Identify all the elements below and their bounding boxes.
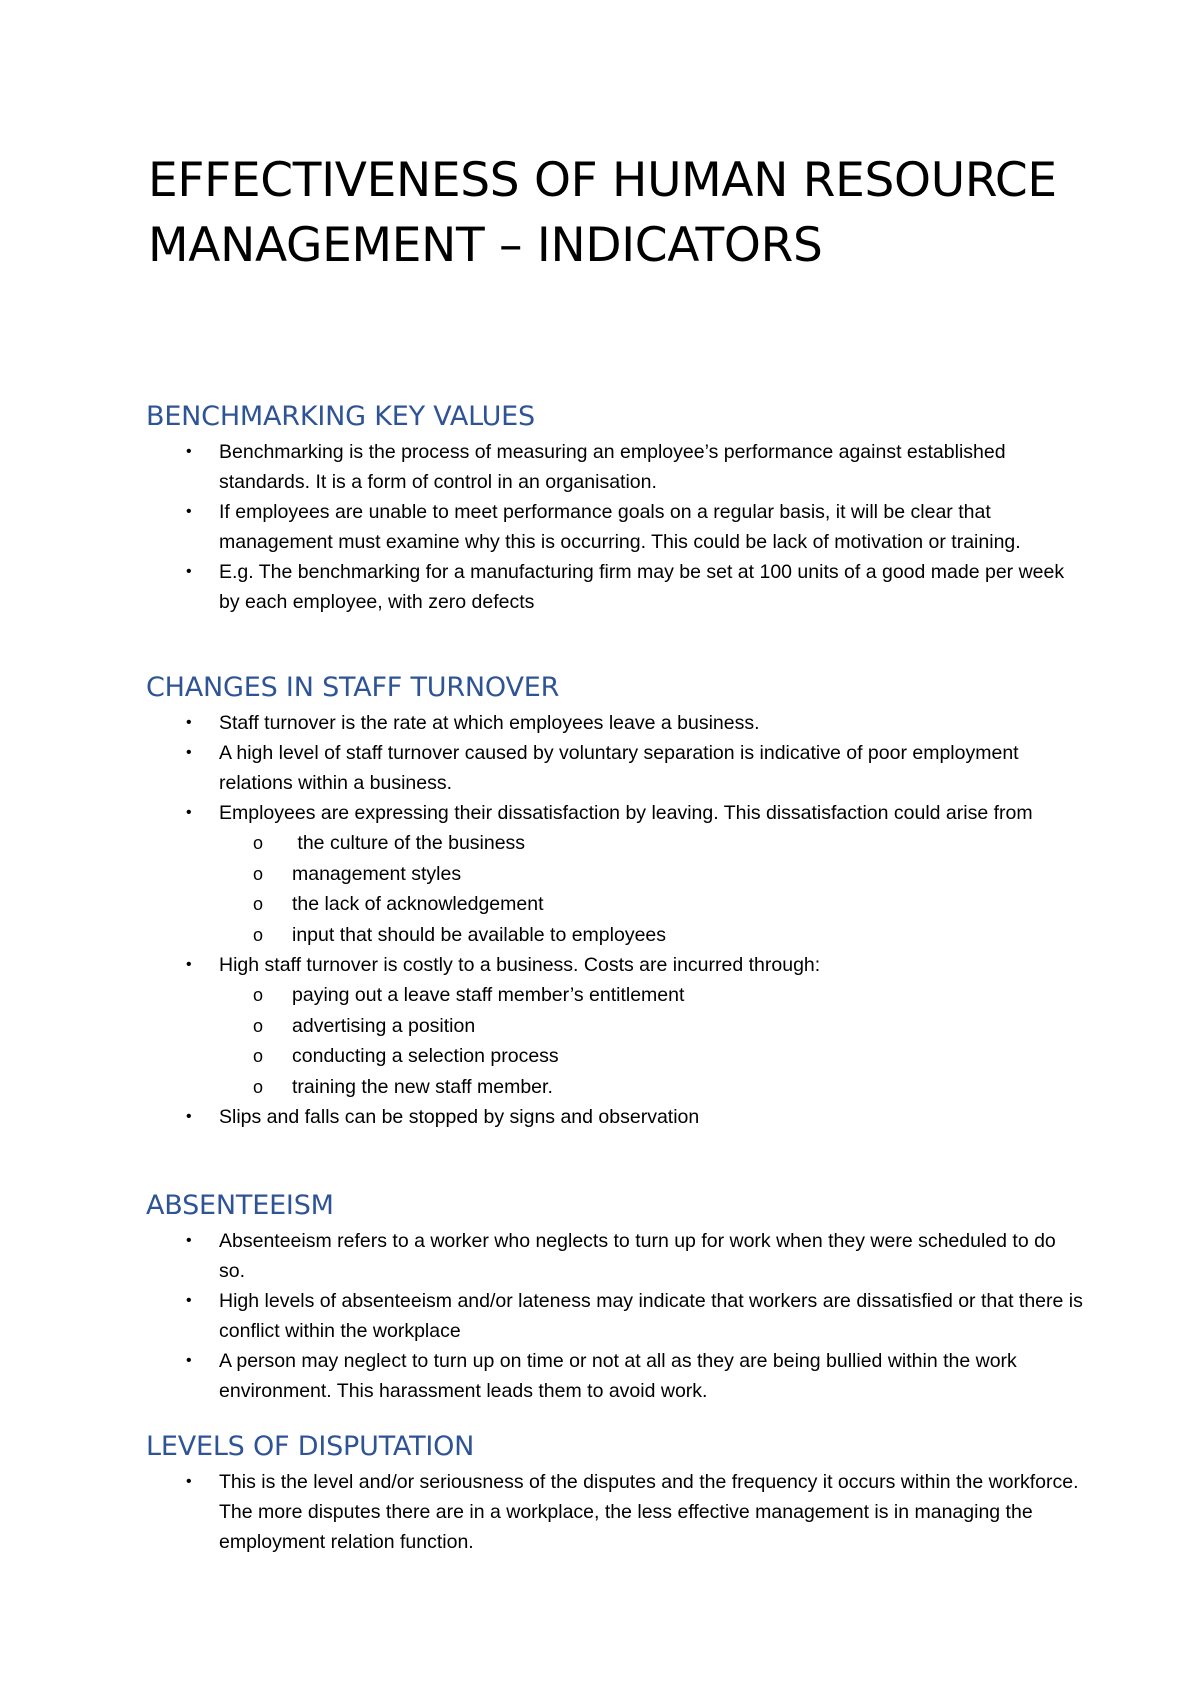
bullet-icon: • <box>186 443 192 460</box>
list-item <box>146 1102 1086 1132</box>
sub-list-item-text: the lack of acknowledgement <box>292 893 544 915</box>
section-heading: BENCHMARKING KEY VALUES <box>146 401 535 432</box>
section-staff-turnover <box>146 671 1086 1132</box>
sub-list-item <box>219 828 1086 859</box>
bullet-icon: • <box>186 1352 192 1369</box>
bullet-icon: • <box>186 714 192 731</box>
sub-list-item <box>219 889 1086 920</box>
sub-list-item <box>219 920 1086 951</box>
list-item-text: Benchmarking is the process of measuring an employee’s performance against established standards. It is a form of control in an organisation. <box>219 441 1006 493</box>
circle-bullet-icon: o <box>253 924 264 945</box>
list-item <box>146 1467 1086 1557</box>
list-item <box>146 950 1086 1102</box>
list-item-text: A person may neglect to turn up on time or not at all as they are being bullied within the work environment. This harassment leads them to avoid work. <box>219 1350 1017 1402</box>
list-item-text: This is the level and/or seriousness of the disputes and the frequency it occurs within the workforce. The more disputes there are in a workplace, the less effective management is in managing the employment relation function. <box>219 1471 1079 1553</box>
list-item-text: E.g. The benchmarking for a manufacturing firm may be set at 100 units of a good made per week by each employee, with zero defects <box>219 561 1065 613</box>
list-item <box>146 738 1086 798</box>
bullet-icon: • <box>186 1292 192 1309</box>
bullet-icon: • <box>186 1232 192 1249</box>
circle-bullet-icon: o <box>253 833 264 853</box>
list-item-text: If employees are unable to meet performance goals on a regular basis, it will be clear that management must examine why this is occurring. This could be lack of motivation or training. <box>219 501 1021 553</box>
list-item <box>146 497 1086 557</box>
sub-bullet-list <box>219 828 1086 950</box>
sub-list-item-text: management styles <box>292 862 462 885</box>
bullet-icon: • <box>186 1473 192 1490</box>
bullet-list <box>146 1467 1086 1557</box>
sub-list-item-text: the culture of the business <box>292 832 526 854</box>
sub-list-item-text: training the new staff member. <box>292 1075 553 1098</box>
sub-list-item <box>219 1072 1086 1103</box>
list-item-text: Employees are expressing their dissatisfaction by leaving. This dissatisfaction could arise from <box>219 802 1033 824</box>
circle-bullet-icon: o <box>253 894 264 914</box>
sub-list-item-text: paying out a leave staff member’s entitlement <box>292 984 685 1006</box>
bullet-list <box>146 708 1086 1132</box>
section-heading: ABSENTEEISM <box>146 1190 334 1221</box>
sub-bullet-list <box>219 980 1086 1102</box>
circle-bullet-icon: o <box>253 1015 264 1036</box>
circle-bullet-icon: o <box>253 1076 264 1097</box>
bullet-icon: • <box>186 956 192 973</box>
list-item <box>146 1286 1086 1346</box>
circle-bullet-icon: o <box>253 985 264 1005</box>
list-item-text: High staff turnover is costly to a business. Costs are incurred through: <box>219 954 821 976</box>
sub-list-item <box>219 1041 1086 1072</box>
list-item-text: A high level of staff turnover caused by voluntary separation is indicative of poor employment relations within a business. <box>219 742 1019 794</box>
sub-list-item <box>219 1011 1086 1042</box>
list-item <box>146 798 1086 950</box>
section-absenteeism <box>146 1189 1086 1406</box>
bullet-list <box>146 437 1086 617</box>
list-item-text: High levels of absenteeism and/or lateness may indicate that workers are dissatisfied or that there is conflict within the workplace <box>219 1290 1083 1342</box>
bullet-icon: • <box>186 563 192 580</box>
sub-list-item <box>219 980 1086 1011</box>
list-item <box>146 708 1086 738</box>
list-item-text: Slips and falls can be stopped by signs and observation <box>219 1106 700 1128</box>
section-benchmarking <box>146 400 1086 617</box>
bullet-icon: • <box>186 744 192 761</box>
bullet-icon: • <box>186 1108 192 1125</box>
section-heading: LEVELS OF DISPUTATION <box>146 1431 475 1462</box>
circle-bullet-icon: o <box>253 1046 264 1066</box>
list-item <box>146 1346 1086 1406</box>
sub-list-item-text: input that should be available to employees <box>292 923 667 946</box>
list-item <box>146 557 1086 617</box>
document-title: EFFECTIVENESS OF HUMAN RESOURCE MANAGEMENT – INDICATORS <box>148 153 1057 273</box>
sub-list-item-text: conducting a selection process <box>292 1045 559 1067</box>
list-item <box>146 437 1086 497</box>
circle-bullet-icon: o <box>253 863 264 884</box>
list-item <box>146 1226 1086 1286</box>
section-heading: CHANGES IN STAFF TURNOVER <box>146 672 560 703</box>
list-item-text: Staff turnover is the rate at which employees leave a business. <box>219 712 760 734</box>
sub-list-item <box>219 859 1086 890</box>
section-levels-of-disputation <box>146 1430 1086 1557</box>
bullet-list <box>146 1226 1086 1406</box>
sub-list-item-text: advertising a position <box>292 1014 476 1037</box>
bullet-icon: • <box>186 804 192 821</box>
list-item-text: Absenteeism refers to a worker who neglects to turn up for work when they were scheduled to do so. <box>219 1230 1056 1282</box>
bullet-icon: • <box>186 503 192 520</box>
